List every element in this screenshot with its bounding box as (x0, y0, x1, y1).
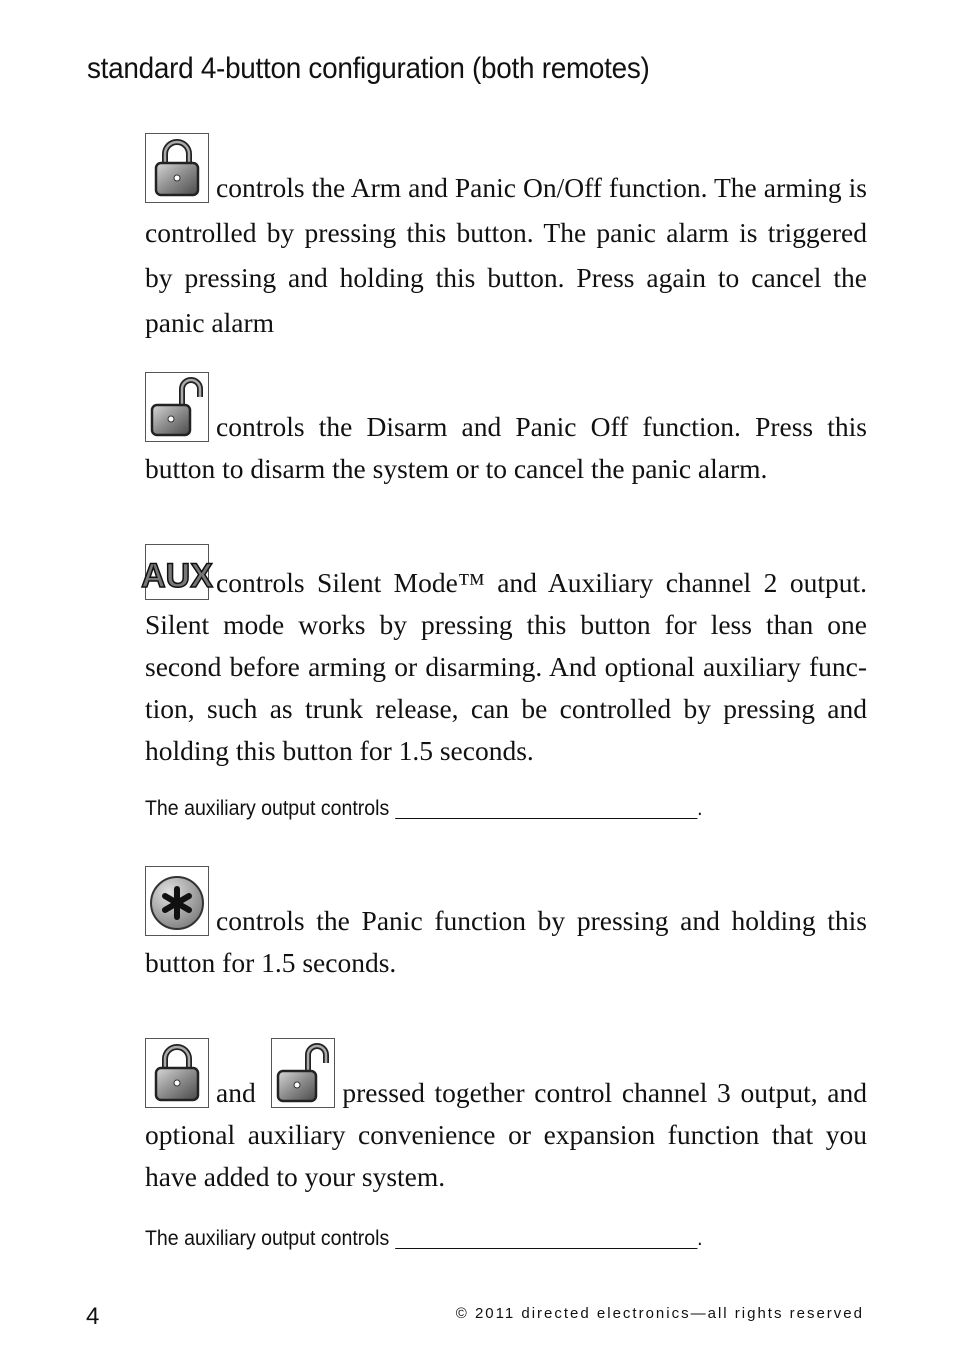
svg-text:AUX: AUX (141, 557, 213, 595)
lock-open-icon (145, 372, 209, 442)
lock-open-icon (271, 1038, 335, 1108)
panic-button-description: controls the Panic function by pressing and holding this button for 1.5 seconds. (145, 866, 867, 984)
unlock-button-description: controls the Disarm and Panic Off function. Press this button to disarm the system or to cancel the panic alarm. (145, 372, 867, 490)
aux-button-description: AUX controls Silent Mode™ and Auxiliary channel 2 output. Silent mode works by pressing this button for less than one second before arming or disarming. And optional auxiliary func-tion, such as trunk release, can be controlled by pressing and holding this button for 1.5 seconds. (145, 544, 867, 772)
aux-icon (141, 544, 213, 600)
lock-button-description: controls the Arm and Panic On/Off function. The arming is controlled by pressing this button. The panic alarm is triggered by pressing and holding this button. Press again to cancel the panic alarm (145, 133, 867, 345)
lock-closed-icon (145, 133, 209, 203)
page-number: 4 (86, 1303, 100, 1330)
and-connector: and (216, 1077, 256, 1108)
combo-buttons-description: and pressed together control channel 3 output, and optional auxiliary convenience or expansion function that you have added to your system. (145, 1038, 867, 1198)
combo-output-fill-in: The auxiliary output controls . (145, 1227, 703, 1250)
page-title: standard 4-button configuration (both remotes) (87, 52, 650, 85)
lock-closed-icon (145, 1038, 209, 1108)
fill-in-blank[interactable] (395, 800, 697, 819)
copyright-notice: © 2011 directed electronics—all rights reserved (455, 1305, 864, 1322)
aux-output-fill-in: The auxiliary output controls . (145, 797, 703, 820)
fill-in-blank[interactable] (395, 1230, 697, 1249)
asterisk-icon (145, 866, 209, 936)
